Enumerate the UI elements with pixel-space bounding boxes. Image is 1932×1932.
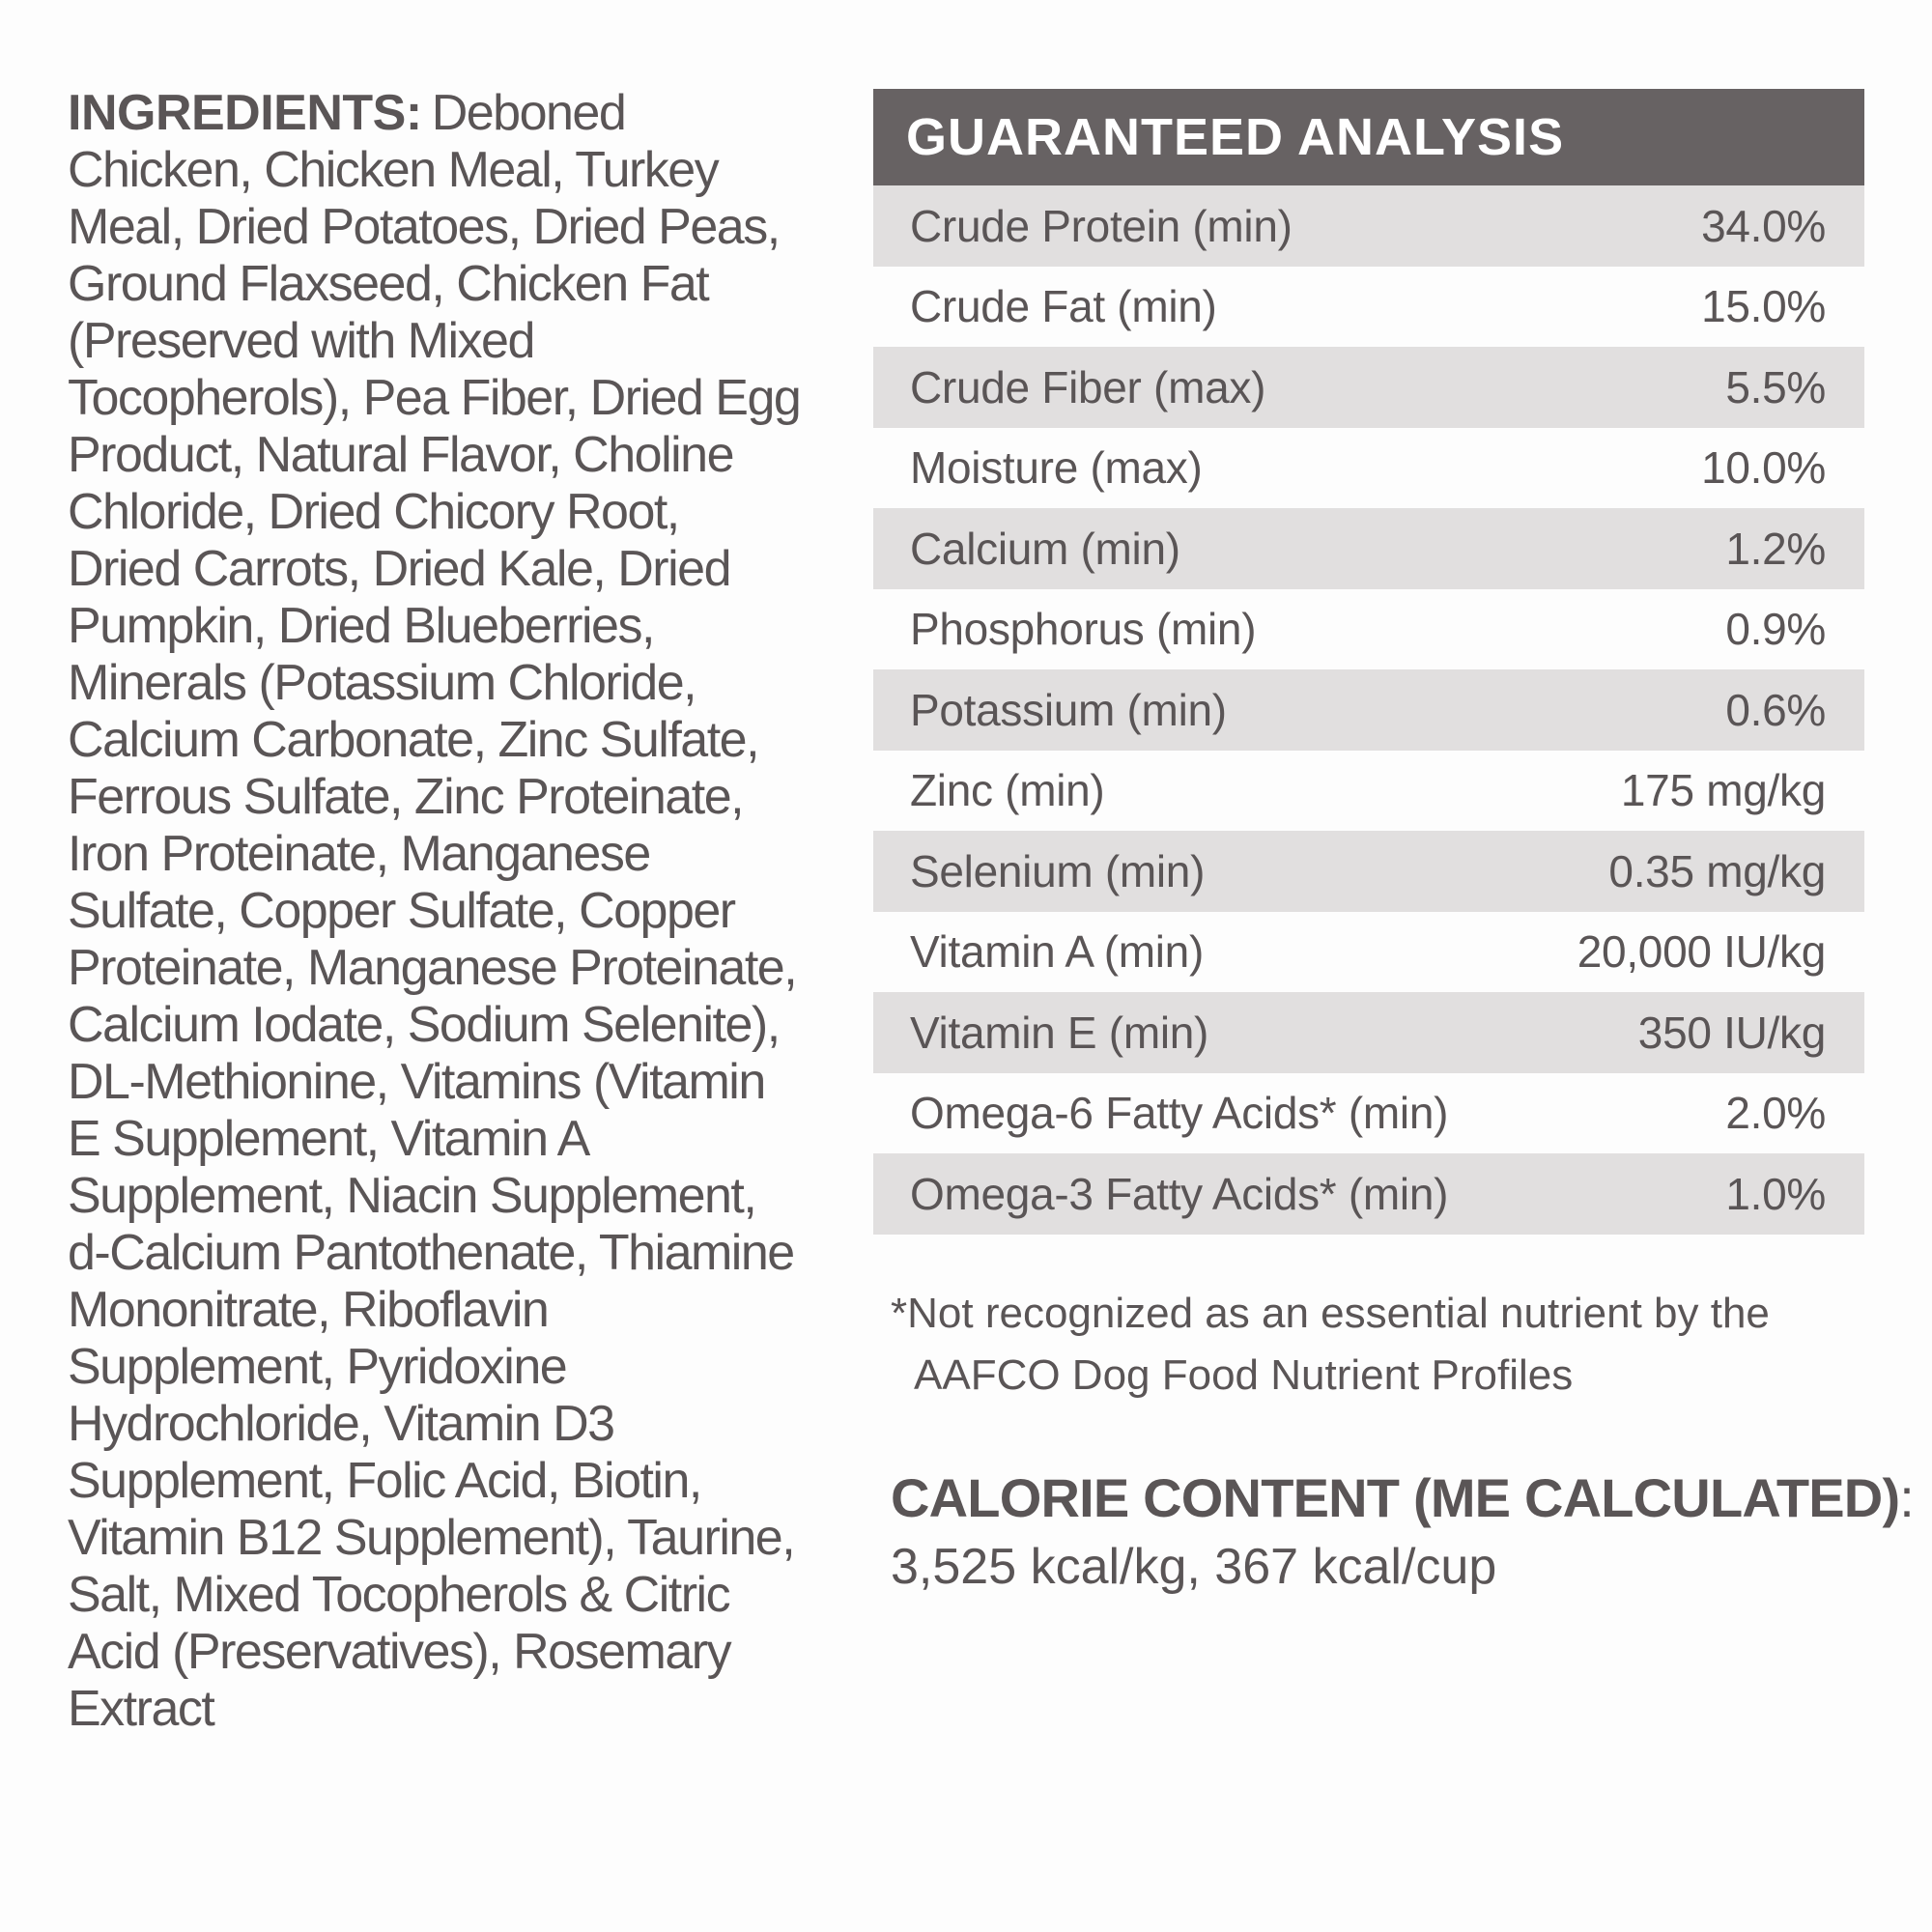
nutrient-value: 15.0%	[1701, 281, 1826, 332]
calorie-content-separator: :	[1899, 1467, 1915, 1528]
nutrient-value: 20,000 IU/kg	[1577, 926, 1826, 978]
nutrient-name: Zinc (min)	[910, 765, 1105, 816]
nutrient-value: 10.0%	[1701, 442, 1826, 494]
footnote-line-1: *Not recognized as an essential nutrient by the	[891, 1290, 1770, 1337]
nutrient-name: Phosphorus (min)	[910, 604, 1257, 655]
calorie-content-heading	[891, 1464, 1915, 1532]
ingredients-text	[68, 85, 802, 1738]
nutrient-name: Omega-3 Fatty Acids* (min)	[910, 1168, 1449, 1219]
nutrient-name: Crude Protein (min)	[910, 200, 1293, 251]
nutrient-value: 0.35 mg/kg	[1608, 845, 1826, 896]
analysis-row	[873, 912, 1864, 993]
nutrient-name: Calcium (min)	[910, 523, 1180, 574]
nutrient-value: 1.0%	[1725, 1168, 1826, 1219]
guaranteed-analysis-table	[873, 89, 1864, 1235]
analysis-row	[873, 831, 1864, 912]
nutrient-value: 175 mg/kg	[1620, 765, 1826, 816]
nutrient-value: 34.0%	[1701, 200, 1826, 251]
analysis-row	[873, 669, 1864, 751]
footnote-line-2: AAFCO Dog Food Nutrient Profiles	[914, 1351, 1574, 1399]
analysis-row	[873, 589, 1864, 670]
nutrient-value: 5.5%	[1725, 361, 1826, 412]
nutrient-name: Crude Fiber (max)	[910, 361, 1266, 412]
analysis-row	[873, 1153, 1864, 1235]
analysis-row	[873, 992, 1864, 1073]
nutrient-name: Selenium (min)	[910, 845, 1206, 896]
calorie-content-value: 3,525 kcal/kg, 367 kcal/cup	[891, 1539, 1497, 1595]
analysis-row	[873, 347, 1864, 428]
nutrient-name: Moisture (max)	[910, 442, 1203, 494]
nutrient-value: 1.2%	[1725, 523, 1826, 574]
analysis-row	[873, 751, 1864, 832]
analysis-row	[873, 508, 1864, 589]
nutrient-name: Crude Fat (min)	[910, 281, 1217, 332]
calorie-content-title: CALORIE CONTENT (ME CALCULATED)	[891, 1467, 1900, 1528]
nutrient-name: Potassium (min)	[910, 684, 1227, 735]
guaranteed-analysis-title: GUARANTEED ANALYSIS	[873, 89, 1864, 185]
nutrient-value: 2.0%	[1725, 1088, 1826, 1139]
nutrient-value: 0.6%	[1725, 684, 1826, 735]
ingredients-label: INGREDIENTS:	[68, 85, 422, 141]
nutrient-value: 0.9%	[1725, 604, 1826, 655]
analysis-row	[873, 428, 1864, 509]
nutrient-name: Vitamin E (min)	[910, 1007, 1209, 1058]
analysis-row	[873, 267, 1864, 348]
calorie-content	[891, 1464, 1915, 1600]
analysis-row	[873, 185, 1864, 267]
aafco-footnote	[891, 1283, 1857, 1406]
nutrient-value: 350 IU/kg	[1637, 1007, 1826, 1058]
ingredients-list: Deboned Chicken, Chicken Meal, Turkey Meal, Dried Potatoes, Dried Peas, Ground Flaxseed, Chicken Fat (Preserved with Mixed Tocopherols), Pea Fiber, Dried Egg Product, Natural Flavor, Choline Chloride, Dried Chicory Root, Dried Carrots, Dried Kale, Dried Pumpkin, Dried Blueberries, Minerals (Potassium Chloride, Calcium Carbonate, Zinc Sulfate, Ferrous Sulfate, Zinc Proteinate, Iron Proteinate, Manganese Sulfate, Copper Sulfate, Copper Proteinate, Manganese Proteinate, Calcium Iodate, Sodium Selenite), DL-Methionine, Vitamins (Vitamin E Supplement, Vitamin A Supplement, Niacin Supplement, d-Calcium Pantothenate, Thiamine Mononitrate, Riboflavin Supplement, Pyridoxine Hydrochloride, Vitamin D3 Supplement, Folic Acid, Biotin, Vitamin B12 Supplement), Taurine, Salt, Mixed Tocopherols & Citric Acid (Preservatives), Rosemary Extract	[68, 85, 801, 1737]
nutrient-name: Vitamin A (min)	[910, 926, 1204, 978]
nutrient-name: Omega-6 Fatty Acids* (min)	[910, 1088, 1449, 1139]
analysis-row	[873, 1073, 1864, 1154]
